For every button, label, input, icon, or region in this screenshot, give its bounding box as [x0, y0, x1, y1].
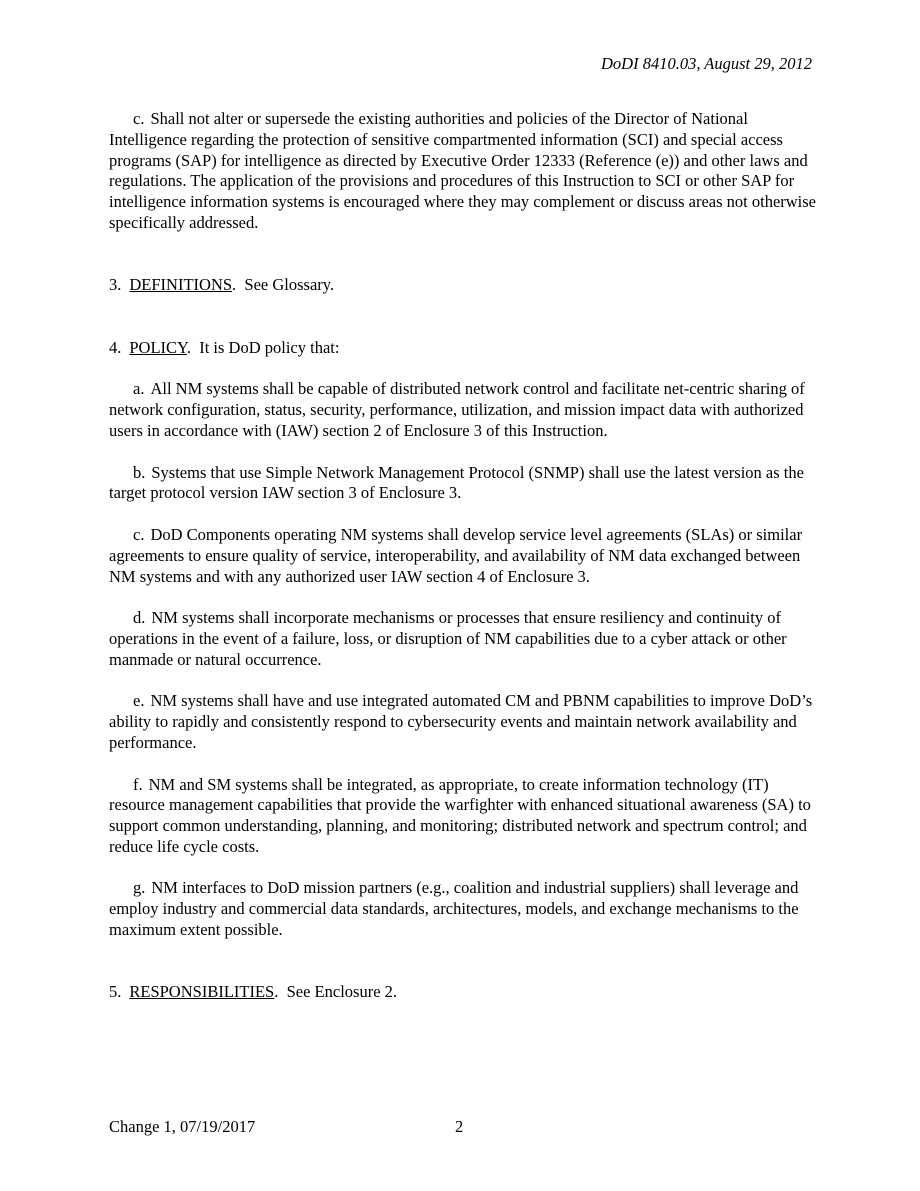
section-text: It is DoD policy that: [199, 337, 340, 357]
policy-item-g [109, 878, 819, 940]
paragraph-letter: g. [133, 878, 146, 898]
paragraph-text: NM systems shall have and use integrated automated CM and PBNM capabilities to improve DoD’s ability to rapidly and consistently respond to cybersecurity events and maintain network availability and performance. [109, 691, 813, 752]
section-text: See Enclosure 2. [286, 982, 398, 1002]
section-responsibilities: 5. RESPONSIBILITIES. See Enclosure 2. [109, 982, 398, 1002]
section-number: 5. [109, 982, 122, 1002]
policy-item-b [109, 463, 819, 505]
section-number: 4. [109, 337, 122, 357]
section-heading: POLICY [129, 337, 187, 357]
paragraph-letter: b. [133, 462, 146, 482]
paragraph-letter: c. [133, 109, 145, 128]
document-reference-header: DoDI 8410.03, August 29, 2012 [601, 54, 812, 73]
paragraph-text: DoD Components operating NM systems shall develop service level agreements (SLAs) or similar agreements to ensure quality of service, interoperability, and availability of NM data exchanged between NM systems and with any authorized user IAW section 4 of Enclosure 3. [109, 524, 803, 586]
paragraph-text: Shall not alter or supersede the existing authorities and policies of the Director of National Intelligence regarding the protection of sensitive compartmented information (SCI) and special access programs (SAP) for intelligence as directed by Executive Order 12333 (Reference (e)) and other laws and regulations. The application of the provisions and procedures of this Instruction to SCI or other SAP for intelligence information systems is encouraged where they may complement or discuss areas not otherwise specifically addressed. [109, 109, 817, 232]
page-body [109, 109, 819, 1024]
paragraph-letter: e. [133, 691, 145, 711]
policy-item-f [109, 775, 819, 858]
section-policy: 4. POLICY. It is DoD policy that: [109, 337, 340, 357]
paragraph-letter: c. [133, 524, 145, 544]
section-definitions: 3. DEFINITIONS. See Glossary. [109, 275, 335, 295]
policy-item-e [109, 691, 819, 753]
paragraph-text: NM systems shall incorporate mechanisms or processes that ensure resiliency and continuity of operations in the event of a failure, loss, or disruption of NM capabilities due to a cyber attack or other manmade or natural occurrence. [109, 608, 787, 669]
section-heading: DEFINITIONS [129, 275, 233, 295]
policy-item-d [109, 608, 819, 670]
page-number: 2 [455, 1117, 464, 1136]
section-text: See Glossary. [244, 275, 335, 295]
policy-item-c [109, 525, 819, 587]
paragraph-text: NM interfaces to DoD mission partners (e.g., coalition and industrial suppliers) shall leverage and employ industry and commercial data standards, architectures, models, and exchange mechanisms to the maximum extent possible. [109, 878, 799, 940]
policy-item-a [109, 379, 819, 441]
paragraph-text: NM and SM systems shall be integrated, as appropriate, to create information technology (IT) resource management capabilities that provide the warfighter with enhanced situational awareness (SA) to support common understanding, planning, and monitoring; distributed network and spectrum control; and reduce life cycle costs. [109, 774, 811, 856]
section-heading: RESPONSIBILITIES [129, 982, 275, 1002]
paragraph-letter: a. [133, 379, 145, 399]
intro-paragraph [109, 109, 819, 234]
paragraph-text: All NM systems shall be capable of distributed network control and facilitate net-centric sharing of network configuration, status, security, performance, utilization, and mission impact data with authorized users in accordance with (IAW) section 2 of Enclosure 3 of this Instruction. [109, 379, 805, 440]
change-notice: Change 1, 07/19/2017 [109, 1117, 256, 1136]
paragraph-text: Systems that use Simple Network Management Protocol (SNMP) shall use the latest version as the target protocol version IAW section 3 of Enclosure 3. [109, 462, 804, 503]
paragraph-letter: f. [133, 774, 143, 794]
paragraph-letter: d. [133, 608, 146, 628]
section-number: 3. [109, 275, 122, 295]
